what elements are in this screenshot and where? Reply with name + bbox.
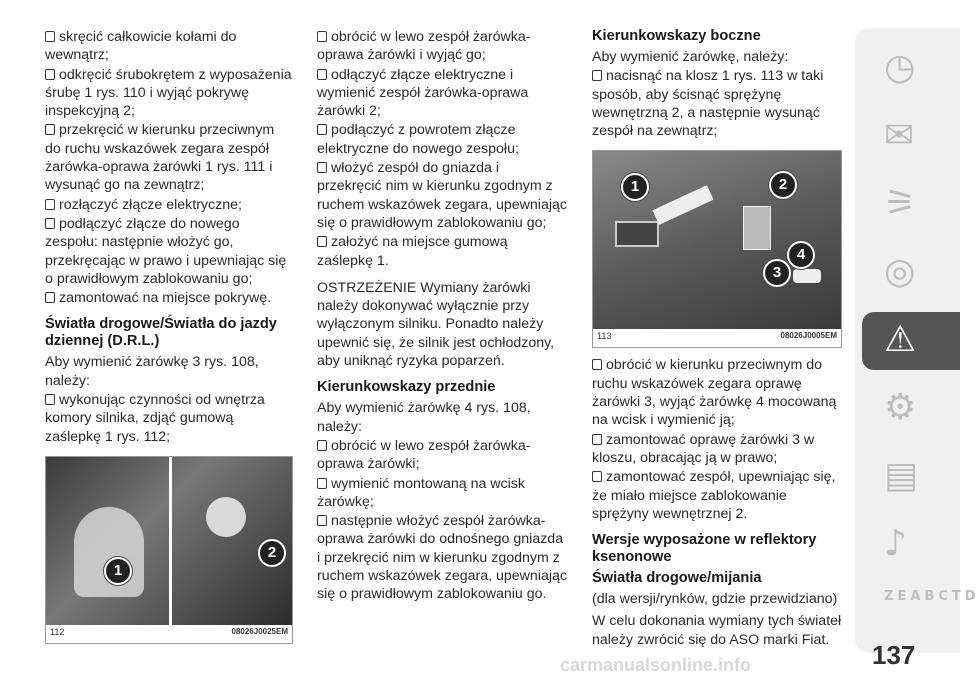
callout-3: 3	[763, 259, 791, 287]
note-text: (dla wersji/rynków, gdzie przewidziano)	[592, 591, 838, 608]
list-item	[592, 431, 842, 468]
list-item	[45, 289, 293, 307]
list-item	[45, 121, 293, 194]
figure-113	[592, 150, 842, 348]
list-item-text: zamontować oprawę żarówki 3 w kloszu, obracając ją w prawo;	[592, 431, 815, 466]
checkbox-bullet-icon	[592, 434, 602, 445]
chapter-tab[interactable]	[862, 108, 960, 166]
index-letter: B	[924, 589, 935, 604]
figure-code: 08026J0025EM	[231, 626, 288, 636]
list-item	[317, 475, 567, 512]
list-item-text: wymienić montowaną na wcisk żarówkę;	[317, 475, 525, 510]
chapter-tab[interactable]	[862, 244, 960, 302]
warning-note: OSTRZEŻENIE Wymiany żarówki należy dokonywać wyłącznie przy wyłączonym silniku. Ponadto należy upewnić się, że silnik jest ochłodzony, aby uniknąć ryzyka poparzeń.	[317, 279, 555, 370]
checkbox-bullet-icon	[317, 69, 327, 80]
list-item-text: nacisnąć na klosz 1 rys. 113 w taki sposób, aby ścisnąć sprężynę wewnętrzną 2, a następnie wysunąć zespół na zewnątrz;	[592, 68, 824, 140]
lamp-housing-shape	[615, 221, 659, 247]
list-item	[317, 66, 567, 121]
technical-data-icon: ▤	[884, 455, 919, 496]
page-number: 137	[872, 640, 916, 670]
index-letter: Z	[884, 589, 894, 604]
subsection-heading: Światła drogowe/mijania	[592, 570, 762, 587]
index-letter: T	[951, 589, 961, 604]
checkbox-bullet-icon	[317, 515, 327, 526]
list-item-text: włożyć zespół do gniazda i przekręcić nim w kierunku zgodnym z ruchem wskazówek zegara, upewniając się o prawidłowym zablokowaniu go;	[317, 160, 567, 231]
list-item-text: obrócić w kierunku przeciwnym do ruchu wskazówek zegara oprawę żarówki 3, wyjąć żarówkę 4 mocowaną na wcisk i wymienić ją;	[592, 357, 837, 429]
instruction-list	[592, 67, 842, 140]
section-intro: Aby wymienić żarówkę 3 rys. 108, należy:	[45, 354, 259, 389]
section-heading: Kierunkowskazy przednie	[317, 379, 496, 396]
checkbox-bullet-icon	[45, 292, 55, 303]
list-item	[317, 233, 567, 270]
figure-number: 113	[597, 331, 612, 342]
callout-1: 1	[621, 173, 649, 201]
instruction-list	[317, 437, 567, 604]
photo-divider	[169, 457, 172, 625]
section-intro: Aby wymienić żarówkę 4 rys. 108, należy:	[317, 400, 531, 435]
checkbox-bullet-icon	[592, 471, 602, 482]
bulb-shape	[206, 497, 246, 537]
warning-lights-icon: ✉	[884, 115, 915, 156]
dashboard-icon: ◷	[884, 47, 916, 88]
checkbox-bullet-icon	[317, 124, 327, 135]
list-item-text: obrócić w lewo zespół żarówka-oprawa żarówki i wyjąć go;	[317, 29, 531, 64]
list-item	[45, 196, 293, 214]
steering-wheel-icon: ◎	[884, 251, 916, 292]
bulb-shape	[793, 269, 821, 283]
instruction-list	[45, 28, 293, 307]
list-item-text: rozłączyć złącze elektryczne;	[59, 196, 242, 213]
seatbelt-airbag-icon: ⚞	[884, 183, 917, 224]
list-item	[592, 468, 842, 523]
checkbox-bullet-icon	[45, 199, 55, 210]
rubber-cap-shape	[74, 507, 144, 597]
list-item	[317, 159, 567, 232]
checkbox-bullet-icon	[592, 359, 602, 370]
checkbox-bullet-icon	[45, 394, 55, 405]
body-text: W celu dokonania wymiany tych świateł należy zwrócić się do ASO marki Fiat.	[592, 613, 842, 648]
list-item	[317, 121, 567, 158]
chapter-tab[interactable]	[862, 448, 960, 506]
list-item	[45, 28, 293, 65]
chapter-tab[interactable]	[862, 516, 960, 574]
index-letter: E	[897, 589, 907, 604]
chapter-tab[interactable]	[862, 176, 960, 234]
instruction-list	[592, 356, 842, 523]
list-item-text: zamontować na miejsce pokrywę.	[59, 290, 272, 307]
maintenance-gears-icon: ⚙	[884, 387, 917, 428]
checkbox-bullet-icon	[317, 440, 327, 451]
figure-code: 08026J0005EM	[780, 331, 837, 341]
column-2	[317, 28, 567, 605]
engine-bay-photo	[46, 457, 292, 625]
list-item	[45, 391, 293, 446]
checkbox-bullet-icon	[317, 31, 327, 42]
lamp-body-shape	[743, 206, 771, 250]
section-heading: Wersje wyposażone w reflektory ksenonowe	[592, 532, 817, 566]
checkbox-bullet-icon	[45, 124, 55, 135]
side-indicator-photo	[593, 151, 841, 329]
section-intro: Aby wymienić żarówkę, należy:	[592, 49, 789, 65]
list-item-text: skręcić całkowicie kołami do wewnątrz;	[45, 29, 237, 64]
callout-4: 4	[787, 241, 815, 269]
list-item-text: odłączyć złącze elektryczne i wymienić zespół żarówka-oprawa żarówki 2;	[317, 66, 529, 120]
list-item-text: zamontować zespół, upewniając się, że miało miejsce zablokowanie sprężyny wewnętrznej 2.	[592, 469, 836, 522]
checkbox-bullet-icon	[45, 31, 55, 42]
list-item	[317, 28, 567, 65]
chapter-tab[interactable]	[862, 380, 960, 438]
list-item-text: wykonując czynności od wnętrza komory silnika, zdjąć gumową zaślepkę 1 rys. 112;	[45, 392, 265, 445]
section-heading: Kierunkowskazy boczne	[592, 28, 761, 44]
arrow-shape	[652, 186, 713, 226]
list-item-text: przekręcić w kierunku przeciwnym do ruchu wskazówek zegara zespół żarówka-oprawa żarówki 1 rys. 111 i wysunąć go na zewnątrz;	[45, 122, 275, 194]
list-item-text: odkręcić śrubokrętem z wyposażenia śrubę 1 rys. 110 i wyjąć pokrywę inspekcyjną 2;	[45, 66, 292, 120]
multimedia-icon: ♪	[884, 523, 907, 564]
index-letter: A	[910, 589, 921, 604]
watermark: carmanualsonline.info	[560, 655, 752, 675]
car-emergency-icon: ⚠	[884, 319, 917, 360]
list-item-text: podłączyć złącze do nowego zespołu: następnie włożyć go, przekręcając w prawo i upewniając się o prawidłowym zablokowaniu go;	[45, 215, 287, 287]
checkbox-bullet-icon	[317, 162, 327, 173]
list-item	[45, 66, 293, 121]
callout-2: 2	[258, 539, 286, 567]
checkbox-bullet-icon	[592, 70, 602, 81]
figure-112	[45, 456, 293, 644]
list-item-text: następnie włożyć zespół żarówka-oprawa żarówki do odnośnego gniazda i przekręcić nim w kierunku zgodnym z ruchem wskazówek zegara, upewniając się o prawidłowym zablokowaniu go.	[317, 513, 567, 603]
callout-2: 2	[769, 171, 797, 199]
chapter-tab[interactable]	[862, 312, 960, 370]
checkbox-bullet-icon	[317, 478, 327, 489]
list-item	[592, 67, 842, 140]
section-heading: Światła drogowe/Światła do jazdy dziennej (D.R.L.)	[45, 316, 277, 350]
list-item-text: obrócić w lewo zespół żarówka-oprawa żarówki;	[317, 437, 531, 473]
list-item	[317, 437, 567, 474]
checkbox-bullet-icon	[45, 218, 55, 229]
index-letter: D	[964, 589, 976, 604]
list-item	[592, 356, 842, 429]
checkbox-bullet-icon	[45, 69, 55, 80]
index-letter: C	[938, 589, 948, 604]
list-item	[45, 215, 293, 288]
figure-number: 112	[50, 626, 65, 637]
index-letters-icon	[884, 590, 980, 604]
list-item-text: podłączyć z powrotem złącze elektryczne do nowego zespołu;	[317, 122, 519, 157]
column-3	[592, 28, 842, 650]
callout-1: 1	[104, 557, 132, 585]
checkbox-bullet-icon	[317, 236, 327, 247]
chapter-tab[interactable]	[862, 40, 960, 98]
instruction-list	[45, 391, 293, 446]
list-item-text: założyć na miejsce gumową zaślepkę 1.	[317, 234, 508, 269]
column-1	[45, 28, 293, 644]
instruction-list	[317, 28, 567, 270]
list-item	[317, 512, 567, 603]
chapter-tab[interactable]	[862, 584, 976, 642]
